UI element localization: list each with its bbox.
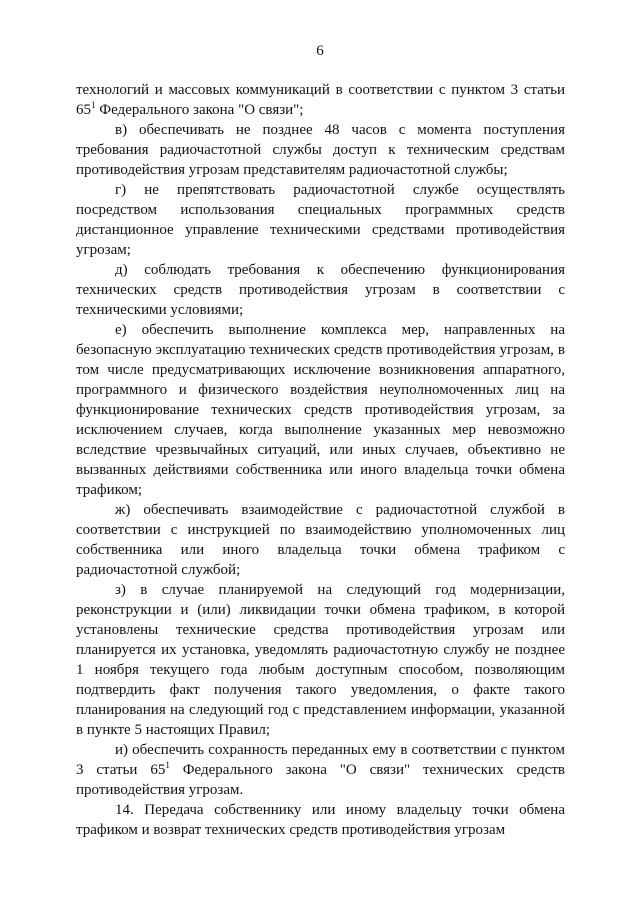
paragraph-item-v: в) обеспечивать не позднее 48 часов с момента поступления требования радиочастотной службы доступ к техническим средствам противодействия угрозам представителям радиочастотной службы;	[76, 122, 565, 178]
paragraph-item-i	[76, 740, 565, 800]
paragraph-item-z: з) в случае планируемой на следующий год модернизации, реконструкции и (или) ликвидации точки обмена трафиком, в которой установлены технические средства противодействия угрозам или планируется их установка, уведомлять радиочастотную службу не позднее 1 ноября текущего года любым доступным способом, позволяющим подтвердить факт получения такого уведомления, о факте такого планирования на следующий год с представлением информации, указанной в пункте 5 настоящих Правил;	[76, 582, 565, 738]
paragraph-point-14: 14. Передача собственнику или иному владельцу точки обмена трафиком и возврат технических средств противодействия угрозам	[76, 802, 565, 838]
page-number: 6	[316, 43, 324, 59]
page-body	[76, 80, 565, 840]
paragraph-item-i-text: и) обеспечить сохранность переданных ему в соответствии с пунктом 3 статьи 65	[76, 742, 565, 778]
paragraph-continuation-text: технологий и массовых коммуникаций в соответствии с пунктом 3 статьи 65	[76, 82, 565, 118]
paragraph-continuation	[76, 80, 565, 120]
superscript-1: 1	[91, 100, 96, 110]
paragraph-continuation-tail: Федерального закона "О связи";	[95, 102, 304, 118]
paragraph-item-zh: ж) обеспечивать взаимодействие с радиочастотной службой в соответствии с инструкцией по взаимодействию уполномоченных лиц собственника или иного владельца точки обмена трафиком с радиочастотной службой;	[76, 502, 565, 578]
paragraph-item-i-tail: Федерального закона "О связи" технических средств противодействия угрозам.	[76, 762, 565, 798]
superscript-1: 1	[165, 760, 170, 770]
paragraph-item-d: д) соблюдать требования к обеспечению функционирования технических средств противодействия угрозам в соответствии с техническими условиями;	[76, 262, 565, 318]
paragraph-item-e: е) обеспечить выполнение комплекса мер, направленных на безопасную эксплуатацию технических средств противодействия угрозам, в том числе предусматривающих исключение возникновения аппаратного, программного и физического воздействия неуполномоченных лиц на функционирование технических средств противодействия угрозам, за исключением случаев, когда выполнение указанных мер невозможно вследствие чрезвычайных ситуаций, или иных случаев, объективно не вызванных действиями собственника или иного владельца точки обмена трафиком;	[76, 322, 565, 498]
paragraph-item-g: г) не препятствовать радиочастотной службе осуществлять посредством использования специальных программных средств дистанционное управление техническими средствами противодействия угрозам;	[76, 182, 565, 258]
